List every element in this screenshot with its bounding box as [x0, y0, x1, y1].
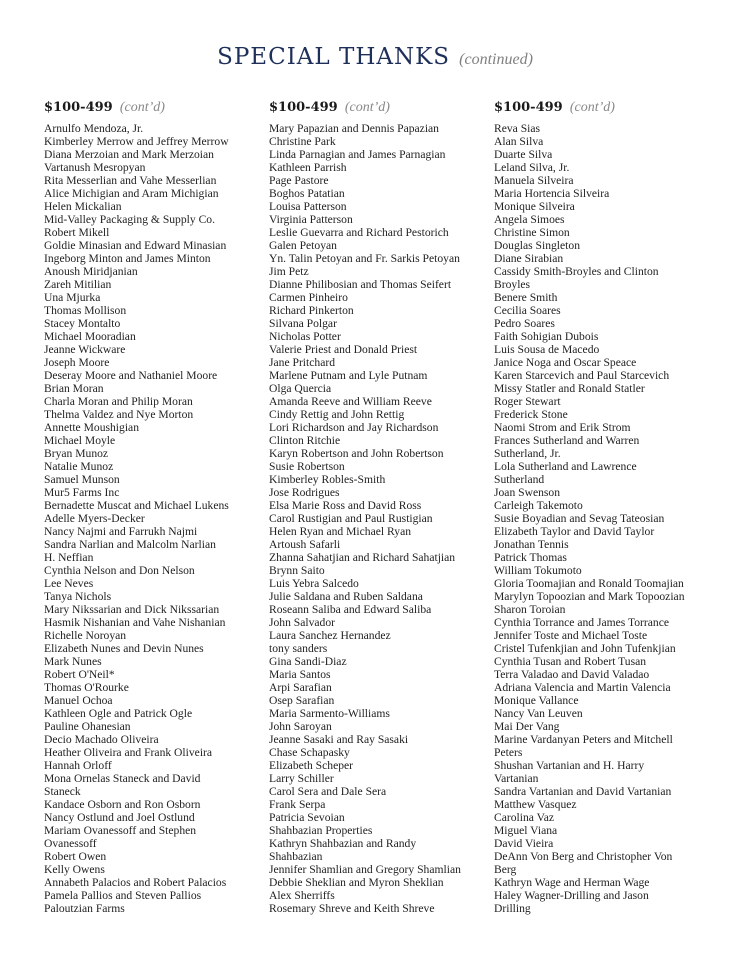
donor-name: Kimberley Merrow and Jeffrey Merrow: [44, 135, 229, 148]
donor-name: Arpi Sarafian: [269, 681, 332, 694]
donor-name: Linda Parnagian and James Parnagian: [269, 148, 446, 161]
donor-name: Jeanne Sasaki and Ray Sasaki: [269, 733, 409, 746]
donor-name: Jennifer Toste and Michael Toste: [494, 629, 648, 642]
donor-name: DeAnn Von Berg and Christopher Von: [494, 850, 673, 863]
donor-name: John Salvador: [269, 616, 336, 629]
donor-name: Yn. Talin Petoyan and Fr. Sarkis Petoyan: [269, 252, 460, 265]
donor-name: Mary Papazian and Dennis Papazian: [269, 122, 439, 135]
donor-name: Frederick Stone: [494, 408, 568, 421]
donor-name: Drilling: [494, 902, 531, 915]
donor-name: Mur5 Farms Inc: [44, 486, 120, 499]
donor-name: Cynthia Tusan and Robert Tusan: [494, 655, 647, 668]
donor-name: Vartanush Mesropyan: [44, 161, 146, 174]
donor-name: Diane Sirabian: [494, 252, 564, 265]
donor-name: Maria Santos: [269, 668, 331, 681]
donor-name: David Vieira: [494, 837, 554, 850]
donor-name: Haley Wagner-Drilling and Jason: [494, 889, 649, 902]
donor-name: Patricia Sevoian: [269, 811, 345, 824]
donor-name: Thelma Valdez and Nye Morton: [44, 408, 194, 421]
donor-name: Manuel Ochoa: [44, 694, 113, 707]
donor-name: Zhanna Sahatjian and Richard Sahatjian: [269, 551, 456, 564]
donor-name: Elizabeth Nunes and Devin Nunes: [44, 642, 204, 655]
donor-name: Anoush Miridjanian: [44, 265, 138, 278]
donor-list: [494, 122, 714, 915]
donor-name: Kimberley Robles-Smith: [269, 473, 386, 486]
donor-name: Luis Sousa de Macedo: [494, 343, 600, 356]
donor-name: Matthew Vasquez: [494, 798, 577, 811]
donor-name: Natalie Munoz: [44, 460, 114, 473]
donor-name: Carol Rustigian and Paul Rustigian: [269, 512, 433, 525]
donor-name: Joan Swenson: [494, 486, 561, 499]
donor-name: Roger Stewart: [494, 395, 561, 408]
donor-name: Marine Vardanyan Peters and Mitchell: [494, 733, 673, 746]
column-header: [44, 97, 264, 117]
donor-name: Naomi Strom and Erik Strom: [494, 421, 631, 434]
donor-name: Charla Moran and Philip Moran: [44, 395, 193, 408]
donor-list: [269, 122, 489, 915]
donor-name: Mark Nunes: [44, 655, 102, 668]
donor-name: Galen Petoyan: [269, 239, 337, 252]
donor-name: Kandace Osborn and Ron Osborn: [44, 798, 201, 811]
donor-name: Decio Machado Oliveira: [44, 733, 159, 746]
donor-name: Carleigh Takemoto: [494, 499, 583, 512]
donor-name: Susie Robertson: [269, 460, 345, 473]
donor-name: Osep Sarafian: [269, 694, 335, 707]
donor-name: Jose Rodrigues: [269, 486, 340, 499]
donor-name: Laura Sanchez Hernandez: [269, 629, 391, 642]
donor-name: Olga Quercia: [269, 382, 332, 395]
donor-name: Rosemary Shreve and Keith Shreve: [269, 902, 435, 915]
donor-name: Heather Oliveira and Frank Oliveira: [44, 746, 213, 759]
donor-name: Robert Mikell: [44, 226, 110, 239]
donor-name: Elsa Marie Ross and David Ross: [269, 499, 422, 512]
donor-name: Chase Schapasky: [269, 746, 350, 759]
donor-name: Diana Merzoian and Mark Merzoian: [44, 148, 214, 161]
donor-name: Reva Sias: [494, 122, 541, 135]
donor-name: Debbie Sheklian and Myron Sheklian: [269, 876, 444, 889]
donor-name: Sutherland, Jr.: [494, 447, 561, 460]
donor-name: Kelly Owens: [44, 863, 105, 876]
donor-name: Dianne Philibosian and Thomas Seifert: [269, 278, 452, 291]
donation-tier-label: $100-499: [269, 100, 338, 115]
continued-note: (cont’d): [119, 100, 165, 115]
donor-name: Jane Pritchard: [269, 356, 335, 369]
continued-note: (cont’d): [344, 100, 390, 115]
donor-name: Jim Petz: [269, 265, 309, 278]
donor-name: Page Pastore: [269, 174, 329, 187]
donor-name: Staneck: [44, 785, 81, 798]
donor-name: John Saroyan: [269, 720, 332, 733]
donor-name: Vartanian: [494, 772, 539, 785]
donor-name: Ingeborg Minton and James Minton: [44, 252, 211, 265]
donor-name: Thomas O'Rourke: [44, 681, 129, 694]
donor-name: Una Mjurka: [44, 291, 101, 304]
donor-name: Mai Der Vang: [494, 720, 560, 733]
donor-name: Richard Pinkerton: [269, 304, 354, 317]
donor-name: Pauline Ohanesian: [44, 720, 131, 733]
donor-name: Deseray Moore and Nathaniel Moore: [44, 369, 218, 382]
donor-name: Alice Michigian and Aram Michigian: [44, 187, 219, 200]
donor-name: Sandra Narlian and Malcolm Narlian: [44, 538, 216, 551]
donor-name: Valerie Priest and Donald Priest: [269, 343, 418, 356]
donor-name: Kathryn Shahbazian and Randy: [269, 837, 417, 850]
donor-name: Amanda Reeve and William Reeve: [269, 395, 432, 408]
donor-name: Mona Ornelas Staneck and David: [44, 772, 201, 785]
donor-name: Kathleen Ogle and Patrick Ogle: [44, 707, 193, 720]
donor-name: Shahbazian Properties: [269, 824, 373, 837]
donor-name: Hasmik Nishanian and Vahe Nishanian: [44, 616, 226, 629]
title-continued-note: (continued): [459, 51, 533, 68]
donor-name: Janice Noga and Oscar Speace: [494, 356, 637, 369]
donor-name: Julie Saldana and Ruben Saldana: [269, 590, 423, 603]
donor-name: Rita Messerlian and Vahe Messerlian: [44, 174, 217, 187]
donor-name: Pedro Soares: [494, 317, 555, 330]
donor-name: Bryan Munoz: [44, 447, 109, 460]
donor-list: [44, 122, 264, 915]
continued-note: (cont’d): [569, 100, 615, 115]
donor-name: Faith Sohigian Dubois: [494, 330, 599, 343]
donor-name: Cristel Tufenkjian and John Tufenkjian: [494, 642, 676, 655]
donor-name: Berg: [494, 863, 517, 876]
donor-name: Annette Moushigian: [44, 421, 139, 434]
donor-name: Cindy Rettig and John Rettig: [269, 408, 405, 421]
donor-name: Roseann Saliba and Edward Saliba: [269, 603, 432, 616]
donor-name: Michael Moyle: [44, 434, 116, 447]
donor-name: Silvana Polgar: [269, 317, 337, 330]
donation-tier-label: $100-499: [494, 100, 563, 115]
donor-name: Elizabeth Scheper: [269, 759, 354, 772]
donor-name: Sandra Vartanian and David Vartanian: [494, 785, 672, 798]
donor-name: Carol Sera and Dale Sera: [269, 785, 387, 798]
donor-name: Gina Sandi-Diaz: [269, 655, 347, 668]
donor-name: Mariam Ovanessoff and Stephen: [44, 824, 197, 837]
donor-name: Miguel Viana: [494, 824, 558, 837]
donor-name: Samuel Munson: [44, 473, 120, 486]
donor-name: Nancy Najmi and Farrukh Najmi: [44, 525, 198, 538]
donation-tier-label: $100-499: [44, 100, 113, 115]
donor-name: Christine Simon: [494, 226, 570, 239]
donor-name: Karen Starcevich and Paul Starcevich: [494, 369, 670, 382]
donor-name: Maria Hortencia Silveira: [494, 187, 610, 200]
donor-name: H. Neffian: [44, 551, 94, 564]
donor-name: Frances Sutherland and Warren: [494, 434, 640, 447]
donor-name: Luis Yebra Salcedo: [269, 577, 359, 590]
donor-name: Manuela Silveira: [494, 174, 574, 187]
donor-name: Douglas Singleton: [494, 239, 580, 252]
donor-name: Adelle Myers-Decker: [44, 512, 145, 525]
donor-name: Alex Sherriffs: [269, 889, 335, 902]
donor-name: Terra Valadao and David Valadao: [494, 668, 650, 681]
donor-name: Stacey Montalto: [44, 317, 121, 330]
donor-name: Leland Silva, Jr.: [494, 161, 570, 174]
donor-name: William Tokumoto: [494, 564, 582, 577]
donor-column-2: [269, 97, 489, 915]
donor-name: Peters: [494, 746, 523, 759]
donor-name: Adriana Valencia and Martin Valencia: [494, 681, 671, 694]
donor-name: Alan Silva: [494, 135, 544, 148]
donor-name: Robert Owen: [44, 850, 107, 863]
donor-name: Gloria Toomajian and Ronald Toomajian: [494, 577, 684, 590]
column-header: [269, 97, 489, 117]
donor-name: Sharon Toroian: [494, 603, 566, 616]
donor-name: Tanya Nichols: [44, 590, 112, 603]
donor-name: Pamela Pallios and Steven Pallios: [44, 889, 202, 902]
donor-name: Cassidy Smith-Broyles and Clinton: [494, 265, 659, 278]
donor-name: Shahbazian: [269, 850, 323, 863]
donor-name: Lola Sutherland and Lawrence: [494, 460, 637, 473]
donor-name: Virginia Patterson: [269, 213, 353, 226]
donor-name: Kathryn Wage and Herman Wage: [494, 876, 650, 889]
donor-name: Monique Vallance: [494, 694, 579, 707]
donor-name: Jeanne Wickware: [44, 343, 126, 356]
donor-name: Cynthia Torrance and James Torrance: [494, 616, 670, 629]
donor-name: Carmen Pinheiro: [269, 291, 348, 304]
title-text: SPECIAL THANKS: [217, 44, 451, 70]
donor-name: Brian Moran: [44, 382, 104, 395]
donor-name: Marylyn Topoozian and Mark Topoozian: [494, 590, 685, 603]
donor-name: Benere Smith: [494, 291, 558, 304]
donor-name: Paloutzian Farms: [44, 902, 125, 915]
donor-name: Lee Neves: [44, 577, 94, 590]
donor-name: Missy Statler and Ronald Statler: [494, 382, 645, 395]
donor-name: Boghos Patatian: [269, 187, 345, 200]
donor-name: Christine Park: [269, 135, 336, 148]
donor-name: Shushan Vartanian and H. Harry: [494, 759, 645, 772]
donor-name: Larry Schiller: [269, 772, 334, 785]
donor-name: Maria Sarmento-Williams: [269, 707, 390, 720]
donor-name: Artoush Safarli: [269, 538, 341, 551]
donor-name: Clinton Ritchie: [269, 434, 341, 447]
donor-name: Carolina Vaz: [494, 811, 554, 824]
donor-name: Michael Mooradian: [44, 330, 136, 343]
donor-name: Bernadette Muscat and Michael Lukens: [44, 499, 229, 512]
donor-name: Broyles: [494, 278, 531, 291]
donor-name: Louisa Patterson: [269, 200, 347, 213]
donor-name: Ovanessoff: [44, 837, 97, 850]
donor-name: Mary Nikssarian and Dick Nikssarian: [44, 603, 220, 616]
donor-name: Cecilia Soares: [494, 304, 561, 317]
donor-name: tony sanders: [269, 642, 328, 655]
donor-name: Annabeth Palacios and Robert Palacios: [44, 876, 227, 889]
donor-name: Helen Mickalian: [44, 200, 122, 213]
donor-name: Jonathan Tennis: [494, 538, 569, 551]
donor-name: Richelle Noroyan: [44, 629, 127, 642]
donor-name: Monique Silveira: [494, 200, 575, 213]
donor-name: Hannah Orloff: [44, 759, 112, 772]
donor-name: Cynthia Nelson and Don Nelson: [44, 564, 195, 577]
donor-name: Sutherland: [494, 473, 545, 486]
donor-name: Angela Simoes: [494, 213, 565, 226]
donor-name: Zareh Mitilian: [44, 278, 112, 291]
donor-name: Jennifer Shamlian and Gregory Shamlian: [269, 863, 461, 876]
donor-name: Leslie Guevarra and Richard Pestorich: [269, 226, 449, 239]
donor-name: Marlene Putnam and Lyle Putnam: [269, 369, 428, 382]
donor-name: Nicholas Potter: [269, 330, 341, 343]
donor-name: Arnulfo Mendoza, Jr.: [44, 122, 144, 135]
donor-name: Mid-Valley Packaging & Supply Co.: [44, 213, 215, 226]
donor-name: Frank Serpa: [269, 798, 326, 811]
column-header: [494, 97, 714, 117]
donor-name: Lori Richardson and Jay Richardson: [269, 421, 439, 434]
donor-name: Duarte Silva: [494, 148, 553, 161]
donor-name: Brynn Saito: [269, 564, 325, 577]
donor-column-1: [44, 97, 264, 915]
page-title: [0, 44, 750, 70]
donor-name: Nancy Van Leuven: [494, 707, 583, 720]
donor-name: Patrick Thomas: [494, 551, 567, 564]
donor-name: Nancy Ostlund and Joel Ostlund: [44, 811, 195, 824]
donor-name: Robert O'Neil*: [44, 668, 115, 681]
donor-name: Susie Boyadian and Sevag Tateosian: [494, 512, 665, 525]
donor-name: Goldie Minasian and Edward Minasian: [44, 239, 227, 252]
donor-name: Thomas Mollison: [44, 304, 127, 317]
donor-name: Helen Ryan and Michael Ryan: [269, 525, 412, 538]
donor-column-3: [494, 97, 714, 915]
donor-name: Kathleen Parrish: [269, 161, 347, 174]
donor-name: Karyn Robertson and John Robertson: [269, 447, 444, 460]
donor-name: Elizabeth Taylor and David Taylor: [494, 525, 655, 538]
donor-name: Joseph Moore: [44, 356, 110, 369]
